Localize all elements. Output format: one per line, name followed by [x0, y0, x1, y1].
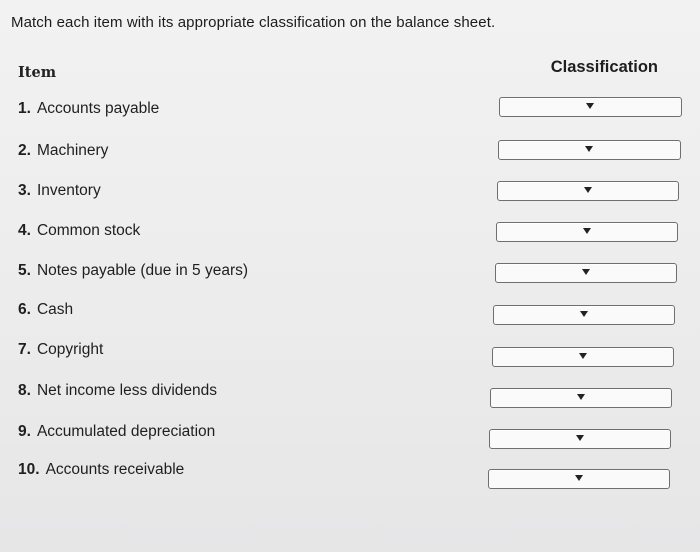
item-label-cash: [18, 301, 73, 319]
classification-dropdown-copyright[interactable]: [492, 347, 674, 367]
item-text: Cash: [36, 301, 74, 318]
item-label-net-income-less-dividends: [18, 382, 217, 400]
dropdown-arrow-icon: [575, 475, 583, 481]
item-number: 1.: [18, 100, 31, 117]
item-number: 10.: [18, 461, 40, 478]
dropdown-arrow-icon: [583, 228, 591, 234]
dropdown-arrow-icon: [584, 187, 592, 193]
dropdown-arrow-icon: [582, 269, 590, 275]
dropdown-arrow-icon: [580, 311, 588, 317]
item-number: 4.: [18, 222, 31, 239]
classification-dropdown-machinery[interactable]: [498, 140, 681, 160]
item-label-notes-payable: [18, 262, 248, 280]
item-label-common-stock: [18, 222, 140, 240]
item-number: 7.: [18, 341, 31, 358]
classification-dropdown-cash[interactable]: [493, 305, 675, 325]
classification-dropdown-net-income-less-dividends[interactable]: [490, 388, 672, 408]
dropdown-arrow-icon: [586, 103, 594, 109]
item-text: Common stock: [36, 222, 141, 239]
item-column-header: Item: [18, 64, 57, 81]
question-instructions: Match each item with its appropriate classification on the balance sheet.: [11, 14, 496, 31]
item-text: Machinery: [36, 142, 109, 159]
item-number: 5.: [18, 262, 31, 279]
item-label-machinery: [18, 142, 108, 160]
classification-dropdown-inventory[interactable]: [497, 181, 679, 201]
item-text: Notes payable (due in 5 years): [36, 262, 249, 279]
item-label-copyright: [18, 341, 103, 359]
item-label-accounts-receivable: [18, 461, 184, 479]
classification-dropdown-accounts-payable[interactable]: [499, 97, 682, 117]
classification-column-header: Classification: [550, 58, 658, 76]
item-number: 8.: [18, 382, 31, 399]
dropdown-arrow-icon: [577, 394, 585, 400]
item-text: Net income less dividends: [36, 382, 217, 399]
item-text: Accounts payable: [36, 100, 160, 117]
classification-dropdown-accounts-receivable[interactable]: [488, 469, 670, 489]
item-number: 6.: [18, 301, 31, 318]
item-text: Accounts receivable: [45, 461, 185, 478]
classification-dropdown-common-stock[interactable]: [496, 222, 678, 242]
classification-dropdown-notes-payable[interactable]: [495, 263, 677, 283]
item-number: 3.: [18, 182, 31, 199]
item-number: 2.: [18, 142, 31, 159]
item-text: Inventory: [36, 182, 101, 199]
item-text: Copyright: [36, 341, 104, 358]
classification-dropdown-accumulated-depreciation[interactable]: [489, 429, 671, 449]
item-number: 9.: [18, 423, 31, 440]
item-text: Accumulated depreciation: [36, 423, 216, 440]
item-label-accumulated-depreciation: [18, 423, 215, 441]
dropdown-arrow-icon: [576, 435, 584, 441]
item-label-inventory: [18, 182, 101, 200]
item-label-accounts-payable: [18, 100, 159, 118]
dropdown-arrow-icon: [585, 146, 593, 152]
dropdown-arrow-icon: [579, 353, 587, 359]
